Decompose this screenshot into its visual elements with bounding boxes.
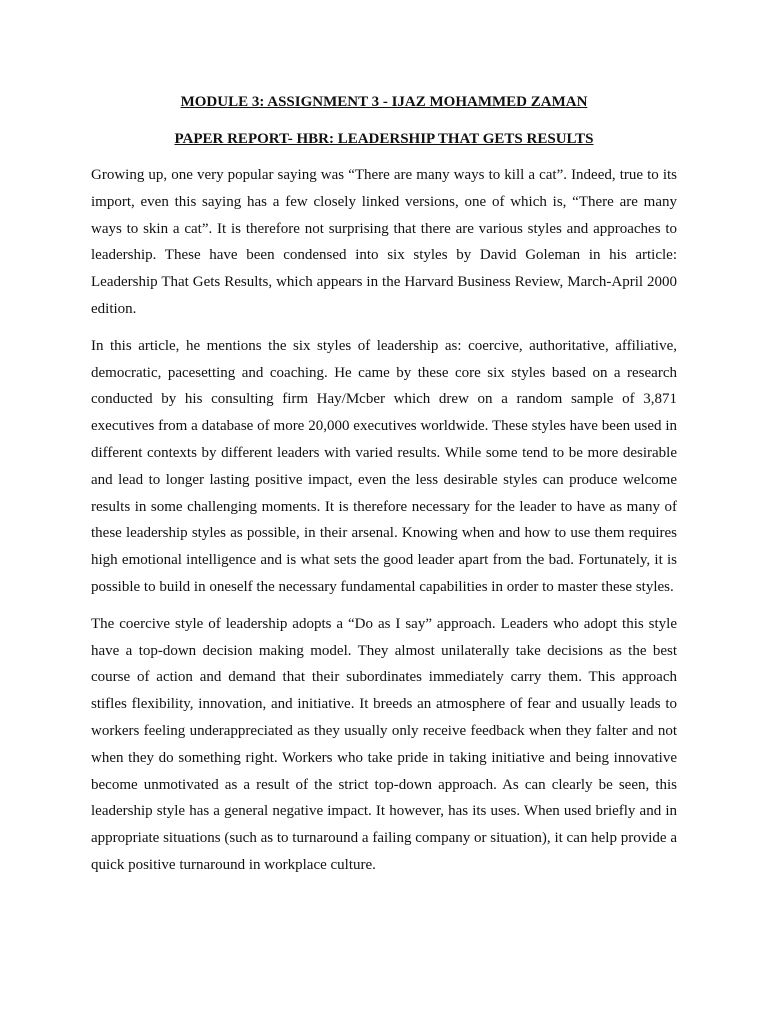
paragraph-2: In this article, he mentions the six styles of leadership as: coercive, authoritative, affiliative, democratic, pacesetting and coaching. He came by these core six styles based on a research conducted by his consulting firm Hay/Mcber which drew on a random sample of 3,871 executives from a database of more 20,000 executives worldwide. These styles have been used in different contexts by different leaders with varied results. While some tend to be more desirable and lead to longer lasting positive impact, even the less desirable styles can produce welcome results in some challenging moments. It is therefore necessary for the leader to have as many of these leadership styles as possible, in their arsenal. Knowing when and how to use them requires high emotional intelligence and is what sets the good leader apart from the bad. Fortunately, it is possible to build in oneself the necessary fundamental capabilities in order to master these styles. bbox=[91, 337, 677, 595]
document-body bbox=[91, 91, 677, 879]
paragraph-1: Growing up, one very popular saying was “There are many ways to kill a cat”. Indeed, true to its import, even this saying has a few closely linked versions, one of which is, “There are many ways to skin a cat”. It is therefore not surprising that there are various styles and approaches to leadership. These have been condensed into six styles by David Goleman in his article: Leadership That Gets Results, which appears in the Harvard Business Review, March-April 2000 edition. bbox=[91, 167, 677, 317]
document-title: MODULE 3: ASSIGNMENT 3 - IJAZ MOHAMMED ZAMAN bbox=[180, 94, 588, 110]
document-subtitle: PAPER REPORT- HBR: LEADERSHIP THAT GETS RESULTS bbox=[174, 131, 594, 147]
paragraph-3: The coercive style of leadership adopts a “Do as I say” approach. Leaders who adopt this style have a top-down decision making model. They almost unilaterally take decisions as the best course of action and demand that their subordinates immediately carry them. This approach stifles flexibility, innovation, and initiative. It breeds an atmosphere of fear and usually leads to workers feeling underappreciated as they usually only receive feedback when they falter and not when they do something right. Workers who take pride in taking initiative and being innovative become unmotivated as a result of the strict top-down approach. As can clearly be seen, this leadership style has a general negative impact. It however, has its uses. When used briefly and in appropriate situations (such as to turnaround a failing company or situation), it can help provide a quick positive turnaround in workplace culture. bbox=[91, 615, 677, 873]
